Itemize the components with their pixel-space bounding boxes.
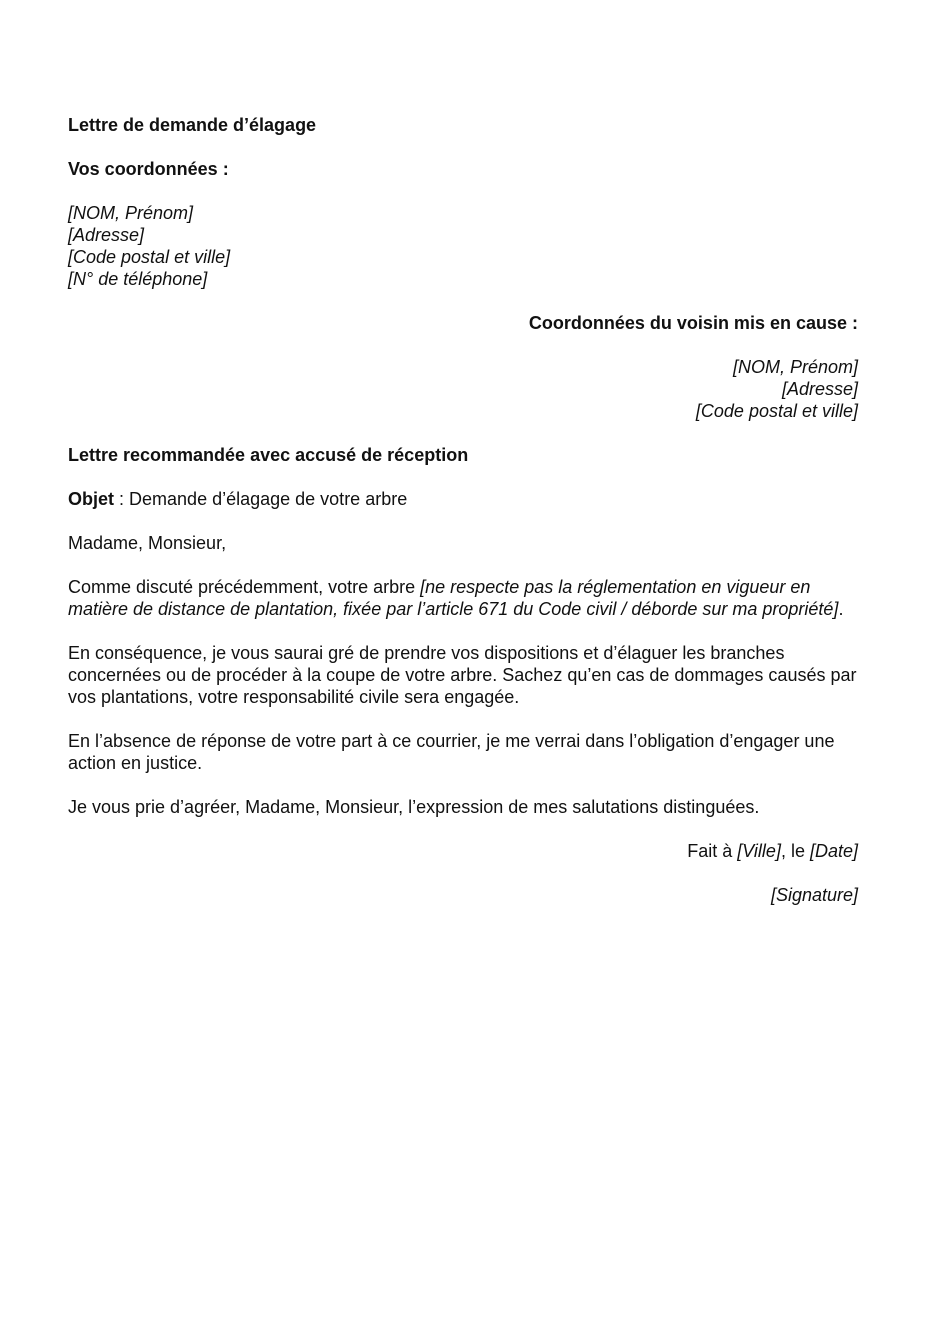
paragraph-1-italic: [ne respecte pas la réglementation en vigueur en matière de distance de plantation, fixée par l’article 671 du Code civil / déborde sur ma propriété] bbox=[68, 577, 839, 619]
sender-city: [Code postal et ville] bbox=[68, 247, 231, 267]
recipient-name: [NOM, Prénom] bbox=[732, 357, 858, 377]
place-city: [Ville] bbox=[737, 841, 781, 861]
place-date: [Date] bbox=[809, 841, 858, 861]
subject-label: Objet bbox=[68, 489, 115, 509]
signature: [Signature] bbox=[770, 885, 858, 905]
sender-address: [Adresse] bbox=[68, 225, 145, 245]
place-mid: , le bbox=[780, 841, 810, 861]
closing-formula: Je vous prie d’agréer, Madame, Monsieur, l’expression de mes salutations distinguées. bbox=[68, 797, 760, 817]
subject-text: Demande d’élagage de votre arbre bbox=[129, 489, 408, 509]
subject-separator: : bbox=[114, 489, 130, 509]
sender-phone: [N° de téléphone] bbox=[68, 269, 208, 289]
paragraph-1-end: . bbox=[838, 599, 844, 619]
letter-page bbox=[68, 114, 858, 906]
subject-line bbox=[68, 488, 858, 510]
sender-heading: Vos coordonnées : bbox=[68, 159, 229, 179]
paragraph-1-start: Comme discuté précédemment, votre arbre bbox=[68, 577, 421, 597]
recipient-block bbox=[68, 356, 858, 422]
recipient-heading: Coordonnées du voisin mis en cause : bbox=[528, 313, 858, 333]
place-date-line bbox=[68, 840, 858, 862]
recipient-city: [Code postal et ville] bbox=[695, 401, 858, 421]
sender-name: [NOM, Prénom] bbox=[68, 203, 194, 223]
salutation: Madame, Monsieur, bbox=[68, 533, 227, 553]
mail-type: Lettre recommandée avec accusé de réception bbox=[68, 445, 469, 465]
letter-title: Lettre de demande d’élagage bbox=[68, 115, 317, 135]
paragraph-1 bbox=[68, 576, 858, 620]
place-prefix: Fait à bbox=[687, 841, 738, 861]
paragraph-2: En conséquence, je vous saurai gré de prendre vos dispositions et d’élaguer les branches concernées ou de procéder à la coupe de votre arbre. Sachez qu’en cas de dommages causés par vos plantations, votre responsabilité civile sera engagée. bbox=[68, 643, 857, 707]
recipient-address: [Adresse] bbox=[781, 379, 858, 399]
paragraph-3: En l’absence de réponse de votre part à ce courrier, je me verrai dans l’obligation d’engager une action en justice. bbox=[68, 731, 835, 773]
sender-block bbox=[68, 202, 858, 290]
